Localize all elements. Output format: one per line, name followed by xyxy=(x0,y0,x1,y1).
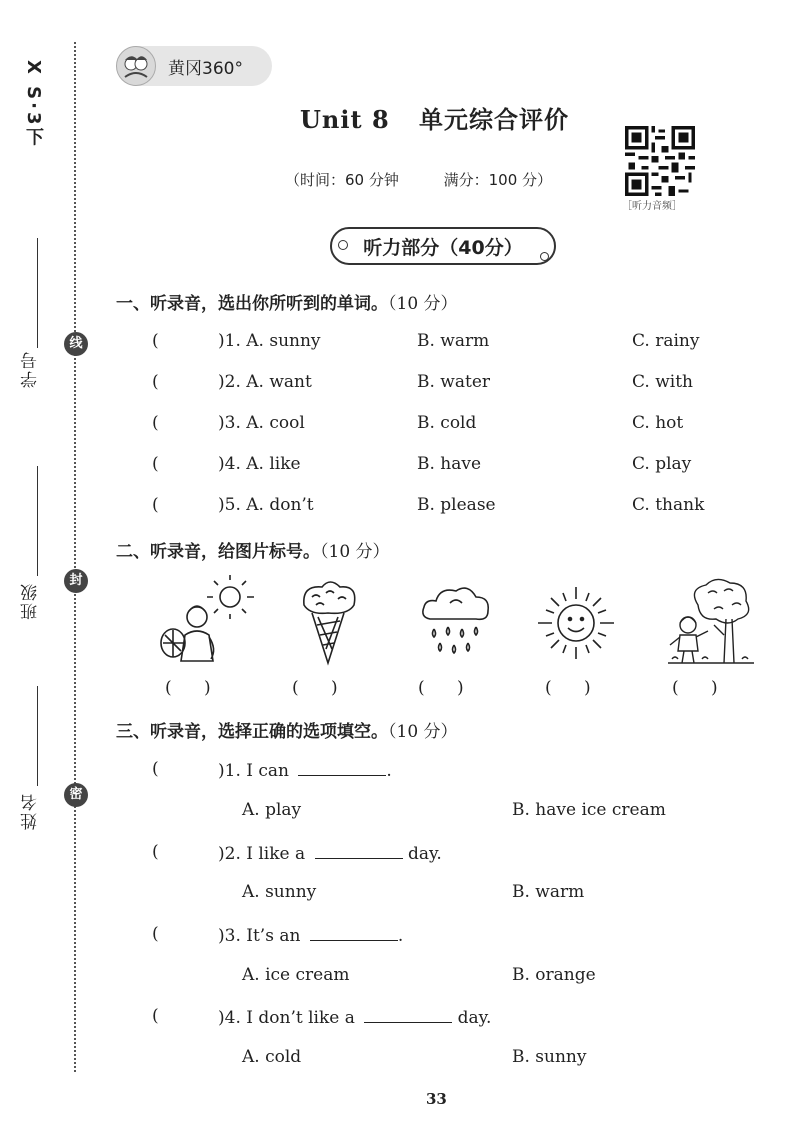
s3-q1-text: )1. I can xyxy=(218,761,289,781)
s3-q1-blank[interactable] xyxy=(298,759,386,776)
answer-paren[interactable]: ( xyxy=(152,413,159,433)
answer-paren[interactable]: ( xyxy=(152,331,159,351)
s3-q2-end: day. xyxy=(402,844,442,864)
unit-label: Unit 8 xyxy=(300,105,390,134)
s3-q2-option-a: A. sunny xyxy=(242,882,317,902)
section1-heading xyxy=(116,289,458,314)
s3-q3-end: . xyxy=(397,926,404,946)
listening-banner-text: 听力部分（40分） xyxy=(363,237,523,259)
s1-q5-option-c: C. thank xyxy=(632,495,705,515)
answer-paren[interactable]: ( xyxy=(152,372,159,392)
answer-paren[interactable]: ( xyxy=(152,759,159,779)
section3-title: 三、听录音，选择正确的选项填空。 xyxy=(116,722,388,742)
s3-q3-text: )3. It’s an xyxy=(218,926,301,946)
s1-q4-option-c: C. play xyxy=(632,454,692,474)
picture-answer-paren-2[interactable]: ( ) xyxy=(292,678,338,698)
s3-q1-end: . xyxy=(386,761,392,781)
section2-title: 二、听录音，给图片标号。 xyxy=(116,542,320,562)
smiling-sun-icon xyxy=(530,575,630,670)
s1-q2-option-c: C. with xyxy=(632,372,693,392)
qr-caption: ［听力音频］ xyxy=(622,201,682,212)
spine-code: X S·3下 xyxy=(23,60,44,149)
brand-badge xyxy=(116,46,272,86)
s1-q5-option-a: )5. A. don’t xyxy=(218,495,314,515)
s3-q3-option-b: B. orange xyxy=(512,965,596,985)
s3-q2-text: )2. I like a xyxy=(218,844,306,864)
picture-answer-paren-5[interactable]: ( ) xyxy=(672,678,718,698)
seal-mark-xian: 线 xyxy=(64,332,88,356)
s1-q4-option-b: B. have xyxy=(417,454,482,474)
name-label: 姓名 xyxy=(21,792,41,830)
s3-q4-blank[interactable] xyxy=(364,1006,452,1023)
picture-answer-paren-1[interactable]: ( ) xyxy=(165,678,211,698)
picture-answer-paren-3[interactable]: ( ) xyxy=(418,678,464,698)
s3-q1-sentence xyxy=(218,759,392,781)
time-limit: （时间：60 分钟 xyxy=(285,171,399,189)
student-no-line[interactable] xyxy=(37,238,38,348)
binding-dotted-line xyxy=(74,42,76,1072)
name-line[interactable] xyxy=(37,686,38,786)
page-title xyxy=(300,100,569,135)
full-score: 满分：100 分） xyxy=(443,171,553,189)
seal-mark-mi: 密 xyxy=(64,783,88,807)
s3-q4-option-a: A. cold xyxy=(242,1047,302,1067)
s3-q2-sentence xyxy=(218,842,442,864)
brand-name: 黄冈360° xyxy=(168,58,243,79)
section2-points: （10 分） xyxy=(320,542,390,562)
s3-q3-option-a: A. ice cream xyxy=(242,965,350,985)
s1-q1-option-c: C. rainy xyxy=(632,331,700,351)
s3-q3-blank[interactable] xyxy=(310,924,398,941)
class-label: 班级 xyxy=(21,582,41,620)
picture-answer-paren-4[interactable]: ( ) xyxy=(545,678,591,698)
exam-info xyxy=(285,169,552,190)
s1-q3-option-c: C. hot xyxy=(632,413,684,433)
s1-q4-option-a: )4. A. like xyxy=(218,454,301,474)
answer-paren[interactable]: ( xyxy=(152,842,159,862)
section3-heading xyxy=(116,717,458,742)
banner-dot-icon xyxy=(338,240,348,250)
s3-q2-option-b: B. warm xyxy=(512,882,585,902)
section3-points: （10 分） xyxy=(388,722,458,742)
s3-q4-sentence xyxy=(218,1006,491,1028)
s1-q2-option-a: )2. A. want xyxy=(218,372,312,392)
section1-points: （10 分） xyxy=(388,294,458,314)
s1-q5-option-b: B. please xyxy=(417,495,496,515)
s3-q1-option-a: A. play xyxy=(242,800,302,820)
qr-code-icon[interactable] xyxy=(625,126,695,196)
section1-title: 一、听录音，选出你所听到的单词。 xyxy=(116,294,388,314)
banner-dot-icon xyxy=(540,252,549,261)
s1-q3-option-a: )3. A. cool xyxy=(218,413,305,433)
page-number: 33 xyxy=(426,1090,447,1108)
hot-day-person-icon xyxy=(155,575,255,670)
unit-title: 单元综合评价 xyxy=(419,106,569,134)
brand-logo-icon xyxy=(116,46,156,86)
s3-q4-text: )4. I don’t like a xyxy=(218,1008,355,1028)
answer-paren[interactable]: ( xyxy=(152,454,159,474)
class-line[interactable] xyxy=(37,466,38,576)
s1-q1-option-b: B. warm xyxy=(417,331,490,351)
child-under-tree-icon xyxy=(658,575,758,670)
s1-q3-option-b: B. cold xyxy=(417,413,477,433)
s1-q1-option-a: )1. A. sunny xyxy=(218,331,321,351)
student-no-label: 学号 xyxy=(21,350,41,388)
rain-cloud-icon xyxy=(410,575,510,670)
answer-paren[interactable]: ( xyxy=(152,1006,159,1026)
s1-q2-option-b: B. water xyxy=(417,372,491,392)
answer-paren[interactable]: ( xyxy=(152,495,159,515)
s3-q3-sentence xyxy=(218,924,403,946)
answer-paren[interactable]: ( xyxy=(152,924,159,944)
s3-q1-option-b: B. have ice cream xyxy=(512,800,666,820)
listening-section-banner xyxy=(330,227,556,265)
ice-cream-icon xyxy=(282,575,382,670)
s3-q2-blank[interactable] xyxy=(315,842,403,859)
section2-heading xyxy=(116,537,390,562)
s3-q4-end: day. xyxy=(452,1008,492,1028)
seal-mark-feng: 封 xyxy=(64,569,88,593)
s3-q4-option-b: B. sunny xyxy=(512,1047,587,1067)
